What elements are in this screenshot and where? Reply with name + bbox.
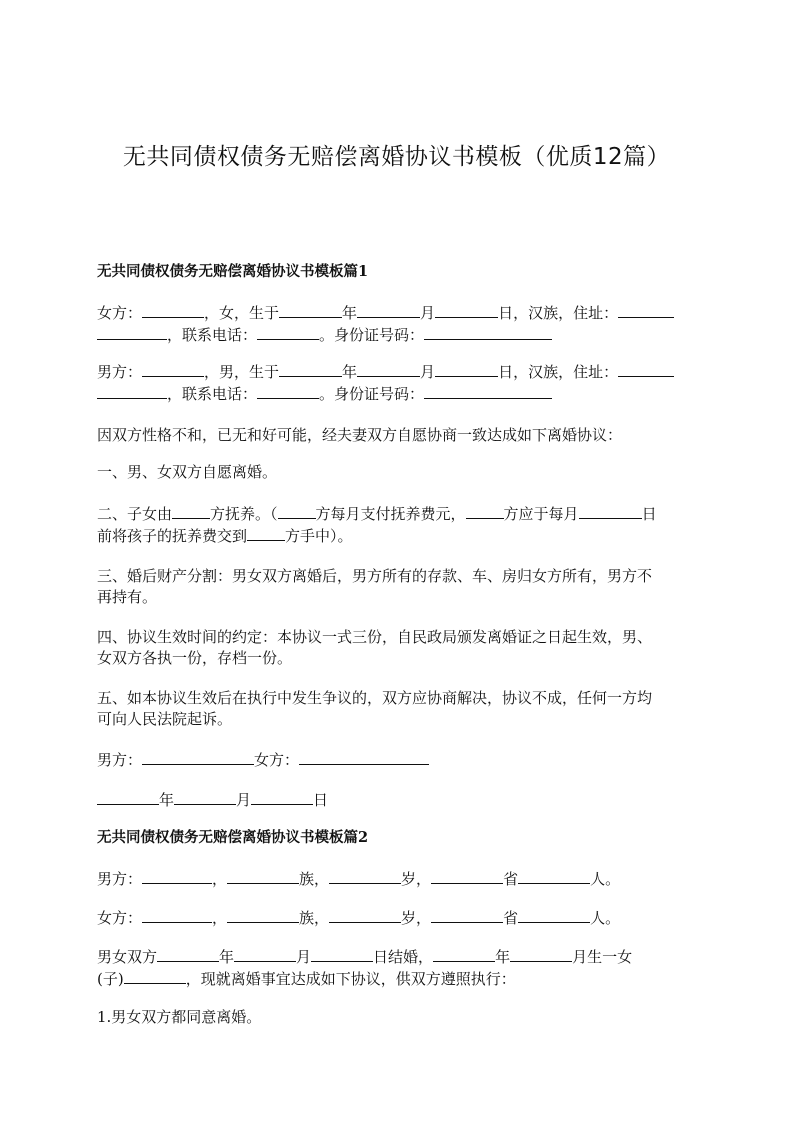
blank-field: [435, 302, 498, 318]
text-agreement-intro: ，现就离婚事宜达成如下协议，供双方遵照执行：: [185, 970, 516, 988]
item1-paragraph: 一、男、女双方自愿离婚。: [97, 463, 278, 481]
blank-field: [97, 324, 167, 340]
blank-field: [431, 907, 503, 923]
female-info-paragraph: [97, 302, 697, 346]
text-ethnicity-address: 日，汉族，住址：: [498, 304, 619, 322]
date-line: [97, 789, 697, 811]
text-age: 岁，: [401, 870, 432, 888]
text-year: 年: [219, 948, 235, 966]
blank-field: [424, 383, 552, 399]
blank-field: [142, 749, 254, 765]
text-each-month: 方应于每月: [503, 505, 579, 523]
blank-field: [579, 503, 642, 519]
blank-field: [357, 302, 420, 318]
item3-line1: 三、婚后财产分割：男女双方离婚后，男方所有的存款、车、房归女方所有，男方不: [97, 567, 653, 585]
text-day: 日: [641, 505, 657, 523]
text-phone: ，联系电话：: [167, 326, 258, 344]
text-gender-birth: ，男，生于: [204, 363, 280, 381]
blank-field: [251, 789, 313, 805]
blank-field: [227, 907, 299, 923]
label-female: 女方：: [97, 304, 143, 322]
item4-line2: 女双方各执一份，存档一份。: [97, 649, 293, 667]
male-info-line1: [97, 361, 697, 383]
male-info-line2: [97, 383, 697, 405]
blank-field: [124, 968, 186, 984]
text-child: (子): [97, 970, 124, 988]
text-married-on: 日结婚，: [373, 948, 434, 966]
text-year: 年: [342, 304, 358, 322]
marriage-line2: [97, 968, 697, 990]
female-info-line2: [97, 324, 697, 346]
text-day: 日: [313, 791, 329, 809]
item3-paragraph: [97, 566, 697, 608]
blank-field: [424, 324, 552, 340]
blank-field: [174, 789, 236, 805]
text-month: 月: [236, 791, 252, 809]
item2-line1: [97, 503, 697, 525]
blank-field: [142, 302, 204, 318]
item5-line2: 可向人民法院起诉。: [97, 710, 233, 728]
blank-field: [97, 383, 167, 399]
label-male: 男方：: [97, 870, 143, 888]
blank-field: [510, 946, 572, 962]
text-gender-birth: ，女，生于: [204, 304, 280, 322]
female-info-line1: [97, 302, 697, 324]
blank-field: [435, 361, 498, 377]
blank-field: [311, 946, 373, 962]
section2-heading: 无共同债权债务无赔偿离婚协议书模板篇2: [97, 829, 369, 846]
item5-paragraph: [97, 688, 697, 730]
text-id-number: 。身份证号码：: [319, 326, 425, 344]
text-province: 省: [503, 870, 519, 888]
blank-field: [279, 361, 342, 377]
signature-line: [97, 749, 697, 771]
label-female-sign: 女方：: [254, 751, 300, 769]
blank-field: [518, 868, 590, 884]
text-ethnicity: 族，: [299, 870, 330, 888]
section2-female-line: [97, 907, 697, 929]
section2-item1: 1.男女双方都同意离婚。: [97, 1008, 262, 1026]
blank-field: [431, 868, 503, 884]
text-person: 人。: [590, 909, 621, 927]
text-custody: 二、子女由: [97, 505, 173, 523]
text-id-number: 。身份证号码：: [319, 385, 425, 403]
blank-field: [172, 503, 210, 519]
text-deliver-to: 前将孩子的抚养费交到: [97, 527, 248, 545]
blank-field: [329, 868, 401, 884]
blank-field: [234, 946, 296, 962]
text-monthly-support: 方每月支付抚养费元，: [315, 505, 466, 523]
text-born-child: 月生一女: [572, 948, 633, 966]
text-raise: 方抚养。（: [210, 505, 278, 523]
blank-field: [157, 946, 219, 962]
blank-field: [278, 503, 316, 519]
blank-field: [142, 907, 212, 923]
text-month: 月: [420, 304, 436, 322]
intro-paragraph: 因双方性格不和，已无和好可能，经夫妻双方自愿协商一致达成如下离婚协议：: [97, 426, 623, 444]
text-phone: ，联系电话：: [167, 385, 258, 403]
text-year: 年: [342, 363, 358, 381]
text-province: 省: [503, 909, 519, 927]
blank-field: [466, 503, 504, 519]
male-info-paragraph: [97, 361, 697, 405]
blank-field: [142, 361, 204, 377]
blank-field: [329, 907, 401, 923]
item3-line2: 再持有。: [97, 588, 158, 606]
label-male: 男方：: [97, 363, 143, 381]
blank-field: [618, 302, 674, 318]
blank-field: [518, 907, 590, 923]
item5-line1: 五、如本协议生效后在执行中发生争议的，双方应协商解决，协议不成，任何一方均: [97, 689, 653, 707]
blank-field: [142, 868, 212, 884]
section2-male-line: [97, 868, 697, 890]
text-age: 岁，: [401, 909, 432, 927]
blank-field: [257, 324, 319, 340]
blank-field: [433, 946, 495, 962]
item4-line1: 四、协议生效时间的约定：本协议一式三份，自民政局颁发离婚证之日起生效，男、: [97, 628, 653, 646]
text-comma: ，: [212, 870, 228, 888]
item4-paragraph: [97, 627, 697, 669]
document-title: 无共同债权债务无赔偿离婚协议书模板（优质12篇）: [122, 144, 671, 170]
text-ethnicity-address: 日，汉族，住址：: [498, 363, 619, 381]
text-comma: ，: [212, 909, 228, 927]
text-party-hands: 方手中）。: [285, 527, 353, 545]
text-person: 人。: [590, 870, 621, 888]
blank-field: [97, 789, 159, 805]
text-ethnicity: 族，: [299, 909, 330, 927]
text-year: 年: [495, 948, 511, 966]
item2-paragraph: [97, 503, 697, 547]
text-both-parties: 男女双方: [97, 948, 158, 966]
text-year: 年: [159, 791, 175, 809]
marriage-line1: [97, 946, 697, 968]
blank-field: [247, 525, 285, 541]
blank-field: [299, 749, 429, 765]
label-male-sign: 男方：: [97, 751, 143, 769]
blank-field: [279, 302, 342, 318]
section2-marriage-paragraph: [97, 946, 697, 990]
text-month: 月: [420, 363, 436, 381]
blank-field: [227, 868, 299, 884]
text-month: 月: [296, 948, 312, 966]
blank-field: [357, 361, 420, 377]
blank-field: [618, 361, 674, 377]
item2-line2: [97, 525, 697, 547]
blank-field: [257, 383, 319, 399]
label-female: 女方：: [97, 909, 143, 927]
section1-heading: 无共同债权债务无赔偿离婚协议书模板篇1: [97, 263, 369, 280]
